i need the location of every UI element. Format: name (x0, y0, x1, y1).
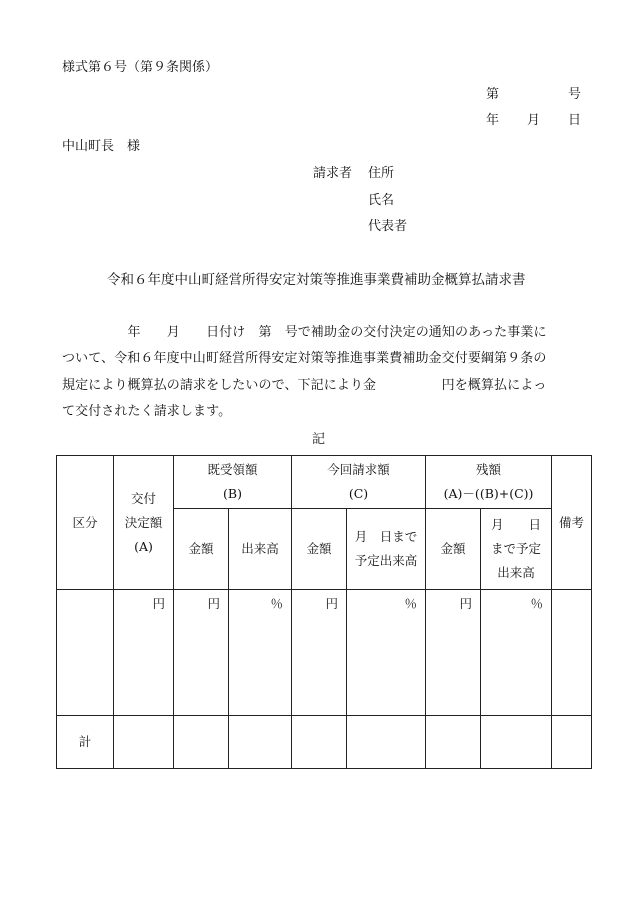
total-biko-cell[interactable] (552, 716, 592, 769)
data-kiju-kingaku-cell[interactable]: 円 (174, 590, 229, 716)
doc-number-dai: 第 (486, 87, 500, 102)
data-kofu-cell[interactable]: 円 (114, 590, 174, 716)
total-kiju-dekidaka-cell[interactable] (229, 716, 292, 769)
data-zan-kingaku-cell[interactable]: 円 (426, 590, 481, 716)
data-konkai-kingaku-cell[interactable]: 円 (292, 590, 347, 716)
konkai-header: 今回請求額 (C) (292, 456, 426, 509)
header-row-1 (57, 456, 592, 509)
form-number: 様式第６号（第９条関係） (62, 60, 219, 75)
total-konkai-kingaku-cell[interactable] (292, 716, 347, 769)
total-zan-dekidaka-cell[interactable] (481, 716, 552, 769)
body-text-line-4: て交付されたく請求します。 (62, 404, 232, 419)
data-konkai-dekidaka-cell[interactable]: ％ (347, 590, 426, 716)
data-kiju-dekidaka-cell[interactable]: ％ (229, 590, 292, 716)
body-text-line-2: ついて、令和６年度中山町経営所得安定対策等推進事業費補助金交付要綱第９条の (62, 351, 547, 366)
addressee: 中山町長 様 (62, 139, 141, 154)
total-konkai-dekidaka-cell[interactable] (347, 716, 426, 769)
body-text-line-1: 年 月 日付け 第 号で補助金の交付決定の通知のあった事業に (62, 325, 547, 340)
data-kubun-cell[interactable] (57, 590, 114, 716)
document-title: 令和６年度中山町経営所得安定対策等推進事業費補助金概算払請求書 (107, 272, 526, 288)
data-zan-dekidaka-cell[interactable]: ％ (481, 590, 552, 716)
doc-number-go: 号 (568, 87, 582, 102)
total-kiju-kingaku-cell[interactable] (174, 716, 229, 769)
total-row (57, 716, 592, 769)
biko-header: 備考 (552, 456, 592, 590)
date-month: 月 (527, 113, 541, 128)
requester-label: 請求者 (313, 166, 353, 181)
total-zan-kingaku-cell[interactable] (426, 716, 481, 769)
date-day: 日 (568, 113, 582, 128)
zan-kingaku-header: 金額 (426, 509, 481, 590)
kiju-dekidaka-header: 出来高 (229, 509, 292, 590)
body-text-line-3: 規定により概算払の請求をしたいので、下記により金 円を概算払によっ (62, 378, 547, 393)
address-label: 住所 (368, 166, 395, 181)
zangaku-header: 残額 (A)－((B)+(C)) (426, 456, 552, 509)
representative-label: 代表者 (368, 219, 408, 234)
kiju-kingaku-header: 金額 (174, 509, 229, 590)
request-table (56, 455, 592, 769)
konkai-kingaku-header: 金額 (292, 509, 347, 590)
total-kofu-cell[interactable] (114, 716, 174, 769)
date-year: 年 (486, 113, 500, 128)
kubun-header: 区分 (57, 456, 114, 590)
kofu-header: 交付 決定額 (A) (114, 456, 174, 590)
konkai-dekidaka-header: 月 日まで 予定出来高 (347, 509, 426, 590)
data-row (57, 590, 592, 716)
total-label: 計 (57, 716, 114, 769)
ki-heading: 記 (312, 432, 326, 447)
zan-dekidaka-header: 月 日 まで予定 出来高 (481, 509, 552, 590)
data-biko-cell[interactable] (552, 590, 592, 716)
kiju-header: 既受領額 (B) (174, 456, 292, 509)
name-label: 氏名 (368, 193, 395, 208)
